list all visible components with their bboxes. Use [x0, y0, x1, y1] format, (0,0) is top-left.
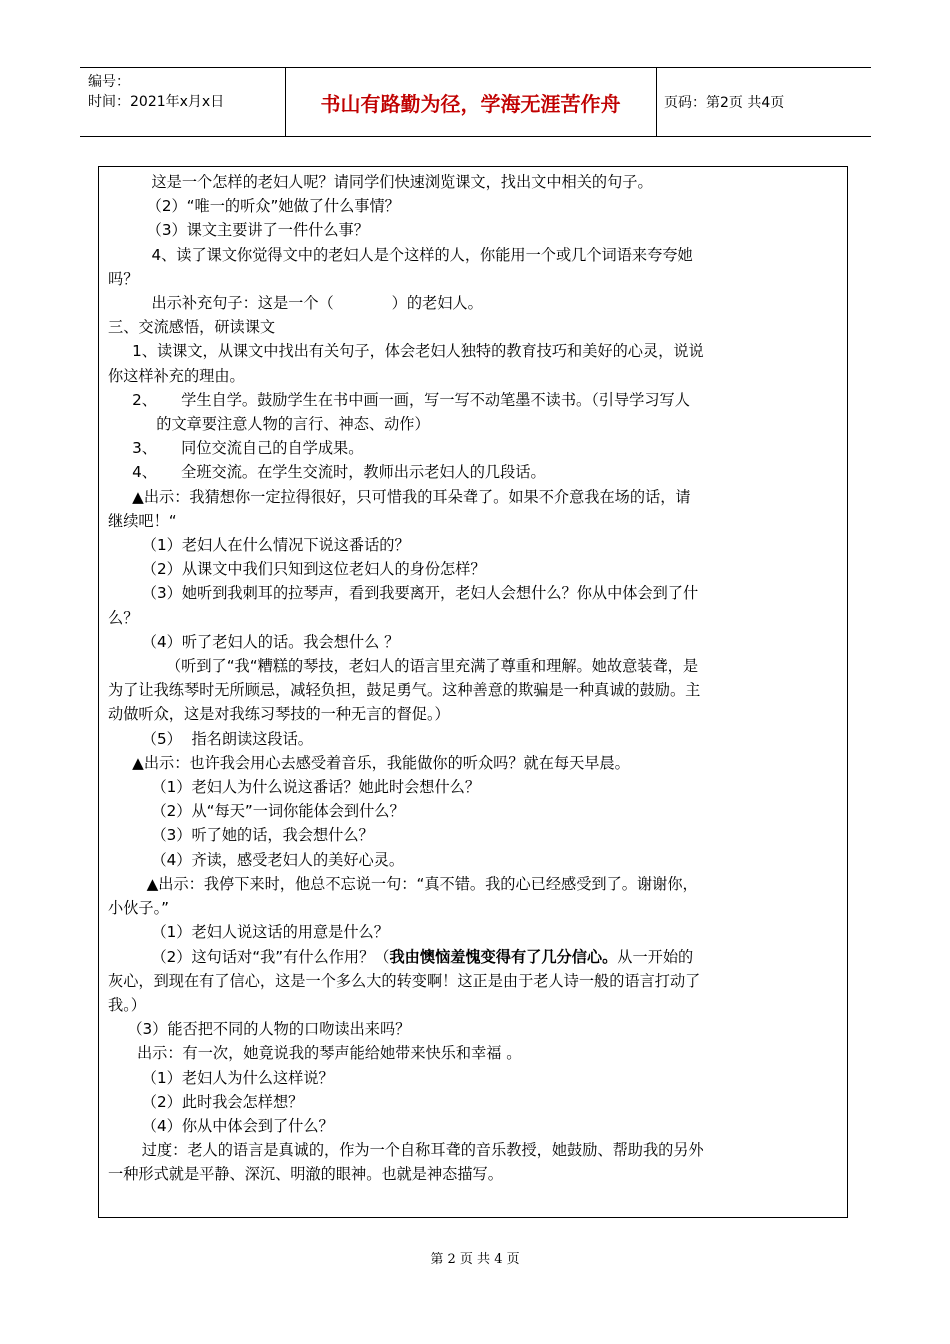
text-line: 么？ — [108, 608, 139, 627]
text-line: 1、读课文，从课文中找出有关句子，体会老妇人独特的教育技巧和美好的心灵，说说 — [108, 342, 704, 361]
page-header — [80, 67, 871, 137]
date-label: 时间：2021年x月x日 — [88, 94, 225, 110]
text-line: （3）课文主要讲了一件什么事？ — [108, 221, 369, 240]
text-line: 出示：有一次，她竟说我的琴声能给她带来快乐和幸福 。 — [108, 1044, 522, 1063]
text-line: （2）此时我会怎样想？ — [108, 1092, 304, 1111]
page-info: 页码：第2页 共4页 — [664, 95, 785, 111]
text-line: 2、 学生自学。鼓励学生在书中画一画，写一写不动笔墨不读书。（引导学习写人 — [108, 390, 690, 409]
text-line: 吗？ — [108, 269, 139, 288]
text-segment: （2）这句话对“我”有什么作用？（ — [108, 947, 390, 966]
text-line: 的文章要注意人物的言行、神态、动作） — [108, 415, 430, 434]
text-segment: 从一开始的 — [617, 947, 694, 966]
text-line: 3、 同位交流自己的自学成果。 — [108, 439, 364, 458]
emphasis-text: 我由懊恼羞愧变得有了几分信心。 — [389, 947, 618, 966]
text-line: （5） 指名朗读这段话。 — [108, 729, 313, 748]
text-line: 过度：老人的语言是真诚的，作为一个自称耳聋的音乐教授，她鼓励、帮助我的另外 — [108, 1141, 704, 1160]
text-line: 为了让我练琴时无所顾忌，减轻负担，鼓足勇气。这种善意的欺骗是一种真诚的鼓励。主 — [108, 681, 701, 700]
text-line: ▲出示：也许我会用心去感受着音乐，我能做你的听众吗？就在每天早晨。 — [108, 753, 630, 772]
motto: 书山有路勤为径，学海无涯苦作舟 — [320, 91, 621, 116]
text-line: （3）她听到我刺耳的拉琴声，看到我要离开，老妇人会想什么？你从中体会到了什 — [108, 584, 699, 603]
text-line: （1）老妇人为什么这样说？ — [108, 1068, 334, 1087]
header-divider — [656, 68, 657, 136]
text-line: 继续吧！“ — [108, 511, 177, 530]
text-line: （4）你从中体会到了什么？ — [108, 1116, 334, 1135]
text-line: 动做听众，这是对我练习琴技的一种无言的督促。） — [108, 705, 450, 724]
text-line: 小伙子。” — [108, 899, 170, 918]
lesson-content — [108, 170, 840, 1187]
text-line: （1）老妇人说这话的用意是什么？ — [108, 923, 389, 942]
text-line: （4）齐读，感受老妇人的美好心灵。 — [108, 850, 405, 869]
text-line: 灰心，到现在有了信心，这是一个多么大的转变啊！这正是由于老人诗一般的语言打动了 — [108, 971, 701, 990]
text-line: （听到了“我“糟糕的琴技，老妇人的语言里充满了尊重和理解。她故意装聋，是 — [108, 657, 699, 676]
text-line: （1）老妇人为什么说这番话？她此时会想什么？ — [108, 778, 481, 797]
text-line: （3）听了她的话，我会想什么？ — [108, 826, 374, 845]
text-line-with-emphasis — [108, 945, 840, 969]
text-line: 这是一个怎样的老妇人呢？请同学们快速浏览课文，找出文中相关的句子。 — [108, 173, 653, 191]
text-line: 一种形式就是平静、深沉、明澈的眼神。也就是神态描写。 — [108, 1165, 503, 1184]
text-line: 我。） — [108, 995, 146, 1014]
text-line: （2）“唯一的听众”她做了什么事情？ — [108, 197, 400, 216]
text-line: 4、读了课文你觉得文中的老妇人是个这样的人，你能用一个或几个词语来夸夸她 — [108, 245, 693, 264]
text-line: 4、 全班交流。在学生交流时，教师出示老妇人的几段话。 — [108, 463, 546, 482]
text-line: （2）从“每天”一词你能体会到什么？ — [108, 802, 405, 821]
text-line: （2）从课文中我们只知到这位老妇人的身份怎样？ — [108, 560, 486, 579]
number-label: 编号： — [88, 74, 130, 90]
text-line: 你这样补充的理由。 — [108, 366, 245, 385]
text-line: （3）能否把不同的人物的口吻读出来吗？ — [108, 1020, 411, 1039]
page-footer: 第 2 页 共 4 页 — [430, 1252, 520, 1267]
section-heading: 三、交流感悟，研读课文 — [108, 318, 276, 337]
text-line: （4）听了老妇人的话。我会想什么 ？ — [108, 632, 400, 651]
text-line: 出示补充句子：这是一个（ ）的老妇人。 — [108, 294, 483, 313]
text-line: ▲出示：我停下来时，他总不忘说一句：“真不错。我的心已经感受到了。谢谢你， — [108, 874, 698, 893]
text-line: （1）老妇人在什么情况下说这番话的？ — [108, 536, 410, 555]
text-line: ▲出示：我猜想你一定拉得很好，只可惜我的耳朵聋了。如果不介意我在场的话，请 — [108, 487, 691, 506]
header-left — [88, 72, 224, 112]
